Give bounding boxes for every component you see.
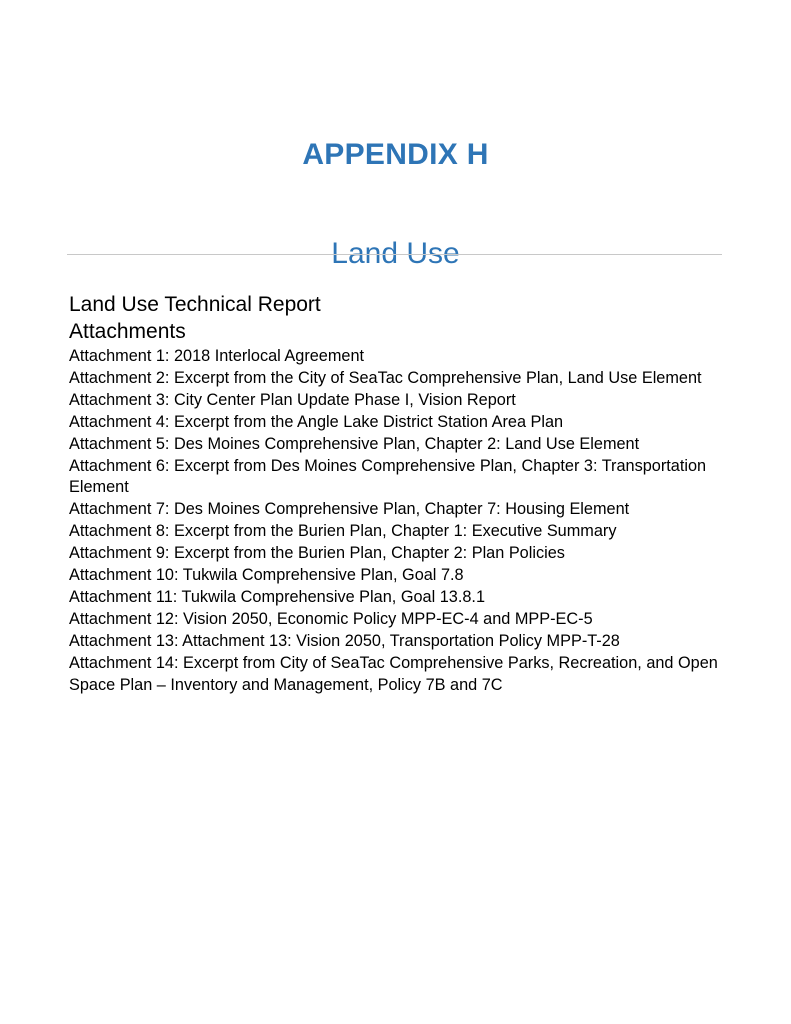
- report-title: Land Use Technical Report: [69, 293, 321, 316]
- attachment-item: Attachment 10: Tukwila Comprehensive Plan, Goal 7.8: [69, 566, 464, 585]
- attachment-item: Attachment 3: City Center Plan Update Phase I, Vision Report: [69, 390, 516, 409]
- attachments-heading: Attachments: [69, 320, 186, 343]
- attachment-item: Attachment 7: Des Moines Comprehensive Plan, Chapter 7: Housing Element: [69, 500, 630, 519]
- appendix-title: APPENDIX H: [302, 138, 489, 172]
- attachment-item: Attachment 2: Excerpt from the City of SeaTac Comprehensive Plan, Land Use Element: [69, 368, 702, 387]
- attachment-item: Attachment 4: Excerpt from the Angle Lake District Station Area Plan: [69, 412, 564, 431]
- attachment-item: Attachment 1: 2018 Interlocal Agreement: [69, 347, 365, 365]
- attachment-item: Attachment 8: Excerpt from the Burien Plan, Chapter 1: Executive Summary: [69, 522, 617, 541]
- attachment-list: [69, 346, 729, 697]
- attachment-item: Attachment 12: Vision 2050, Economic Policy MPP-EC-4 and MPP-EC-5: [69, 609, 593, 628]
- horizontal-divider: [67, 254, 722, 255]
- attachments-section: [69, 291, 729, 697]
- attachment-item: Attachment 11: Tukwila Comprehensive Plan, Goal 13.8.1: [69, 587, 485, 606]
- attachment-item: Attachment 5: Des Moines Comprehensive Plan, Chapter 2: Land Use Element: [69, 434, 640, 453]
- attachment-item: Attachment 6: Excerpt from Des Moines Comprehensive Plan, Chapter 3: Transportation Element: [69, 456, 707, 497]
- attachment-item: Attachment 13: Attachment 13: Vision 2050, Transportation Policy MPP-T-28: [69, 631, 620, 650]
- attachment-item: Attachment 14: Excerpt from City of SeaTac Comprehensive Parks, Recreation, and Open Space Plan – Inventory and Management, Policy 7B and 7C: [69, 653, 718, 694]
- attachment-item: Attachment 9: Excerpt from the Burien Plan, Chapter 2: Plan Policies: [69, 544, 565, 563]
- section-title: Land Use: [331, 236, 460, 270]
